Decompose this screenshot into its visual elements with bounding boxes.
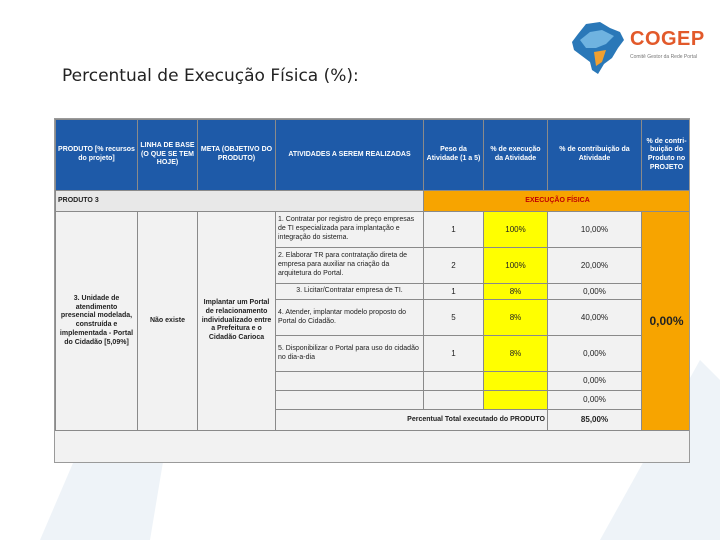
total-label: Percentual Total executado do PRODUTO [276, 410, 548, 431]
header-row [56, 120, 691, 191]
header-execucao: % de execução da Atividade [484, 120, 548, 191]
activity-peso: 2 [424, 248, 484, 284]
header-contribuicao: % de contribuição da Atividade [548, 120, 642, 191]
activity-contrib: 20,00% [548, 248, 642, 284]
activity-exec: 100% [484, 212, 548, 248]
activity-contrib: 10,00% [548, 212, 642, 248]
activity-exec-empty [484, 372, 548, 391]
product-contribution: 0,00% [642, 212, 691, 431]
activity-peso-empty [424, 372, 484, 391]
activity-desc: 5. Disponibilizar o Portal para uso do cidadão no dia-a-dia [276, 336, 424, 372]
activity-desc: 4. Atender, implantar modelo proposto do Portal do Cidadão. [276, 300, 424, 336]
activity-peso: 5 [424, 300, 484, 336]
header-linha-base: LINHA DE BASE (O QUE SE TEM HOJE) [138, 120, 198, 191]
activity-contrib: 0,00% [548, 372, 642, 391]
logo-tagline: Comitê Gestor da Rede Portal [630, 54, 697, 60]
activity-exec-empty [484, 391, 548, 410]
activity-contrib: 0,00% [548, 284, 642, 300]
activity-peso: 1 [424, 212, 484, 248]
activity-exec: 100% [484, 248, 548, 284]
activity-contrib: 0,00% [548, 336, 642, 372]
table-row [56, 212, 691, 248]
execution-table [55, 119, 690, 431]
product-row [56, 191, 691, 212]
linha-base-cell: Não existe [138, 212, 198, 431]
meta-cell: Implantar um Portal de relacionamento individualizado entre a Prefeitura e o Cidadão Carioca [198, 212, 276, 431]
brazil-map-icon [566, 18, 628, 78]
produto-cell: 3. Unidade de atendimento presencial modelada, construída e implementada - Portal do Cidadão [5,09%] [56, 212, 138, 431]
activity-contrib: 0,00% [548, 391, 642, 410]
activity-exec: 8% [484, 336, 548, 372]
execution-table-image [54, 118, 690, 463]
activity-desc: 2. Elaborar TR para contratação direta de empresa para auxiliar na criação da arquitetura do Portal. [276, 248, 424, 284]
exec-fisica-label: EXECUÇÃO FÍSICA [424, 191, 691, 212]
activity-peso-empty [424, 391, 484, 410]
header-atividades: ATIVIDADES A SEREM REALIZADAS [276, 120, 424, 191]
slide-title: Percentual de Execução Física (%): [62, 66, 359, 86]
cogep-logo [566, 18, 706, 80]
header-contribuicao-produto: % de contri-buição do Produto no PROJETO [642, 120, 691, 191]
activity-desc-empty [276, 372, 424, 391]
activity-peso: 1 [424, 284, 484, 300]
header-peso: Peso da Atividade (1 a 5) [424, 120, 484, 191]
header-meta: META (OBJETIVO DO PRODUTO) [198, 120, 276, 191]
product-label: PRODUTO 3 [56, 191, 424, 212]
activity-exec: 8% [484, 284, 548, 300]
total-value: 85,00% [548, 410, 642, 431]
activity-peso: 1 [424, 336, 484, 372]
activity-contrib: 40,00% [548, 300, 642, 336]
activity-desc: 1. Contratar por registro de preço empresas de TI especializada para implantação e integração do sistema. [276, 212, 424, 248]
activity-exec: 8% [484, 300, 548, 336]
header-produto: PRODUTO [% recursos do projeto] [56, 120, 138, 191]
activity-desc: 3. Licitar/Contratar empresa de TI. [276, 284, 424, 300]
logo-brand: COGEP [630, 28, 705, 50]
activity-desc-empty [276, 391, 424, 410]
